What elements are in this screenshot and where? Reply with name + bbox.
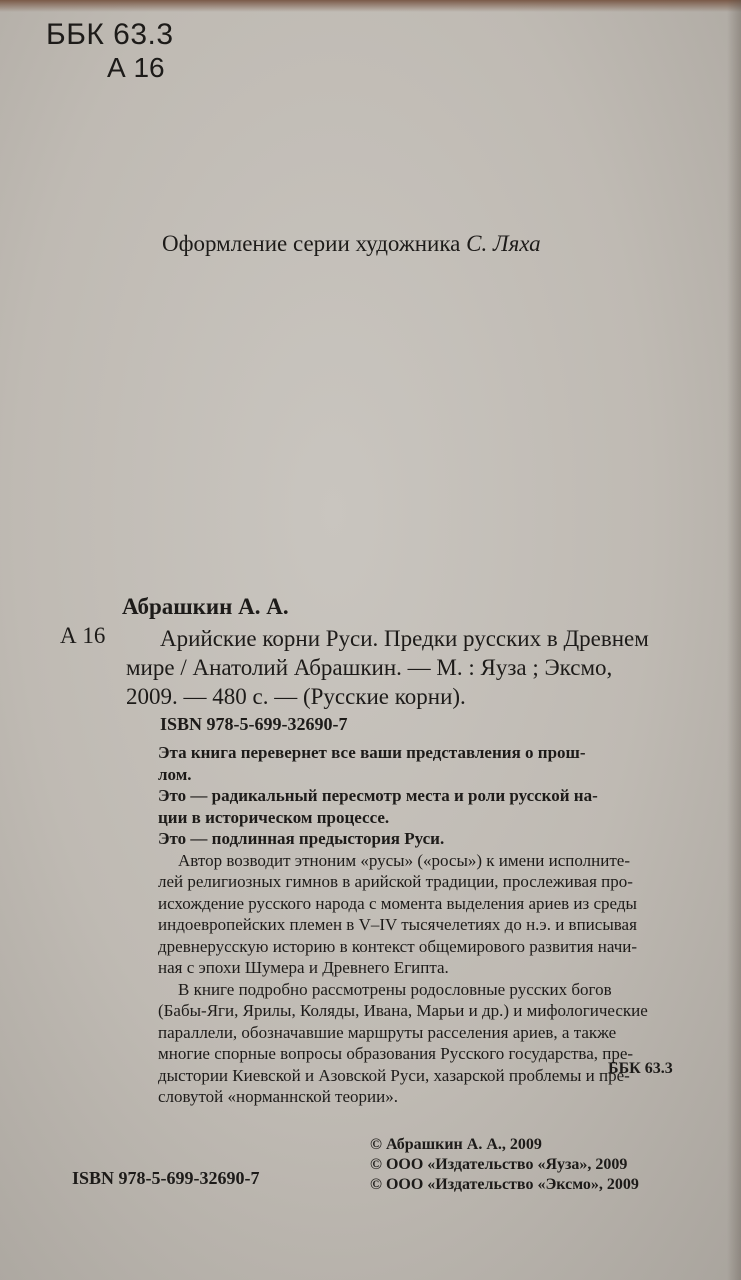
copyright-block: [370, 1135, 639, 1195]
author-mark-left: А 16: [60, 623, 106, 648]
isbn-main: ISBN 978-5-699-32690-7: [160, 714, 348, 734]
annotation-line: индоевропейских племен в V–IV тысячелетиях до н.э. и вписывая: [158, 915, 637, 934]
annotation-line: Эта книга перевернет все ваши представления о прош-: [158, 743, 586, 762]
author-heading: Абрашкин А. А.: [122, 594, 289, 619]
bibliographic-description: [126, 624, 726, 711]
annotation-line: лей религиозных гимнов в арийской традиции, прослеживая про-: [158, 872, 633, 891]
copyright-line: © ООО «Издательство «Яуза», 2009: [370, 1156, 628, 1173]
annotation-line: параллели, обозначавшие маршруты расселения ариев, а также: [158, 1022, 617, 1042]
annotation-line: ная с эпохи Шумера и Древнего Египта.: [158, 958, 449, 977]
annotation-line: лом.: [158, 764, 192, 784]
author-mark-top: А 16: [107, 52, 165, 83]
annotation-line: исхождение русского народа с момента выделения ариев из среды: [158, 893, 637, 913]
annotation-block: [158, 742, 718, 1108]
isbn-footer: ISBN 978-5-699-32690-7: [72, 1168, 260, 1188]
annotation-line: Автор возводит этноним «русы» («росы») к имени исполните-: [178, 850, 630, 870]
annotation-line: древнерусскую историю в контекст общемирового развития начи-: [158, 936, 638, 956]
bib-line: Арийские корни Руси. Предки русских в Древнем: [160, 626, 649, 651]
annotation-line: дыстории Киевской и Азовской Руси, хазарской проблемы и пре-: [158, 1065, 630, 1085]
annotation-line: Это — радикальный пересмотр места и роли русской на-: [158, 786, 598, 805]
annotation-line: многие спорные вопросы образования Русского государства, пре-: [158, 1044, 634, 1063]
bib-line: 2009. — 480 с. — (Русские корни).: [126, 684, 466, 709]
annotation-line: ции в историческом процессе.: [158, 807, 390, 827]
bib-line: мире / Анатолий Абрашкин. — М. : Яуза ; Эксмо,: [126, 655, 613, 680]
copyright-line: © Абрашкин А. А., 2009: [370, 1136, 542, 1153]
annotation-line: словутой «норманнской теории».: [158, 1087, 398, 1106]
annotation-line: Это — подлинная предыстория Руси.: [158, 829, 445, 848]
annotation-line: (Бабы-Яги, Ярилы, Коляды, Ивана, Марьи и др.) и мифологические: [158, 1001, 648, 1020]
page-top-edge: [0, 0, 741, 12]
series-design-credit: [162, 231, 541, 257]
copyright-line: © ООО «Издательство «Эксмо», 2009: [370, 1176, 639, 1193]
page-right-shadow: [727, 0, 741, 1280]
bbk-code-top: ББК 63.3: [46, 18, 174, 51]
series-design-text: Оформление серии художника: [162, 231, 467, 256]
bbk-code-bottom: ББК 63.3: [608, 1060, 673, 1077]
series-artist-name: С. Ляха: [466, 231, 541, 256]
annotation-line: В книге подробно рассмотрены родословные русских богов: [178, 979, 612, 999]
